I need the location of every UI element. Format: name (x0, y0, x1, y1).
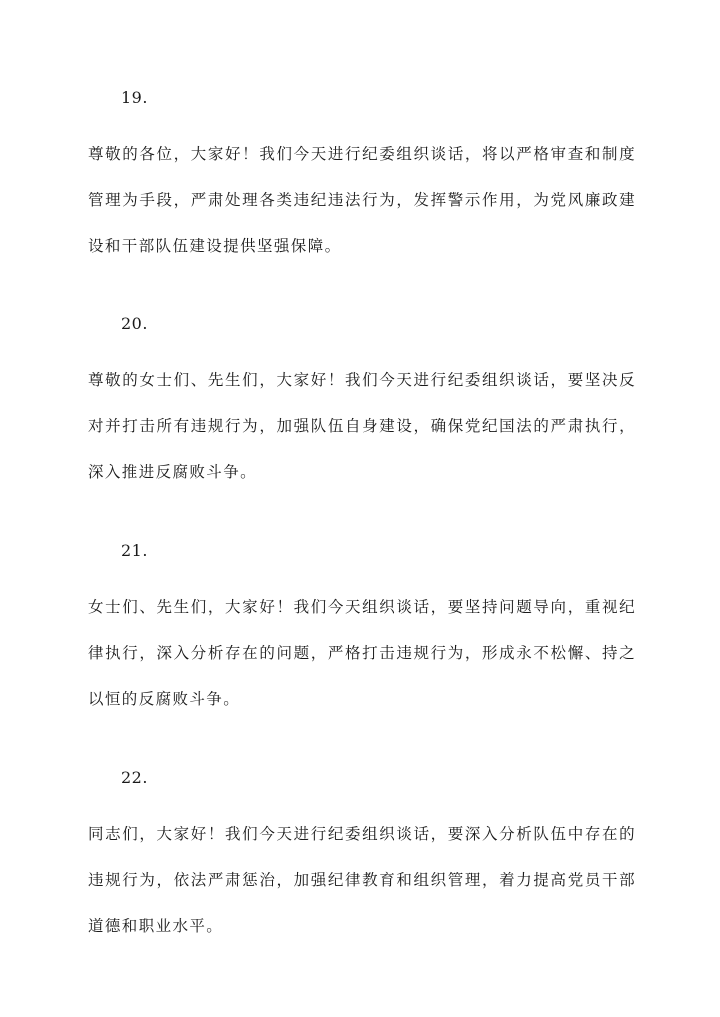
entry-19 (88, 88, 636, 269)
entry-number: 19. (121, 88, 148, 107)
entry-paragraph: 同志们，大家好！我们今天进行纪委组织谈话，要深入分析队伍中存在的违规行为，依法严肃惩治，加强纪律教育和组织管理，着力提高党员干部道德和职业水平。 (88, 825, 636, 935)
entry-20 (88, 314, 636, 495)
entry-number: 22. (121, 768, 148, 787)
entry-22 (88, 768, 636, 949)
entry-paragraph: 女士们、先生们，大家好！我们今天组织谈话，要坚持问题导向，重视纪律执行，深入分析存在的问题，严格打击违规行为，形成永不松懈、持之以恒的反腐败斗争。 (88, 598, 636, 708)
entry-paragraph: 尊敬的女士们、先生们，大家好！我们今天进行纪委组织谈话，要坚决反对并打击所有违规行为，加强队伍自身建设，确保党纪国法的严肃执行，深入推进反腐败斗争。 (88, 371, 636, 481)
entry-number: 20. (121, 314, 148, 333)
entry-paragraph: 尊敬的各位，大家好！我们今天进行纪委组织谈话，将以严格审查和制度管理为手段，严肃处理各类违纪违法行为，发挥警示作用，为党风廉政建设和干部队伍建设提供坚强保障。 (88, 145, 636, 255)
entry-21 (88, 541, 636, 722)
entry-number: 21. (121, 541, 148, 560)
